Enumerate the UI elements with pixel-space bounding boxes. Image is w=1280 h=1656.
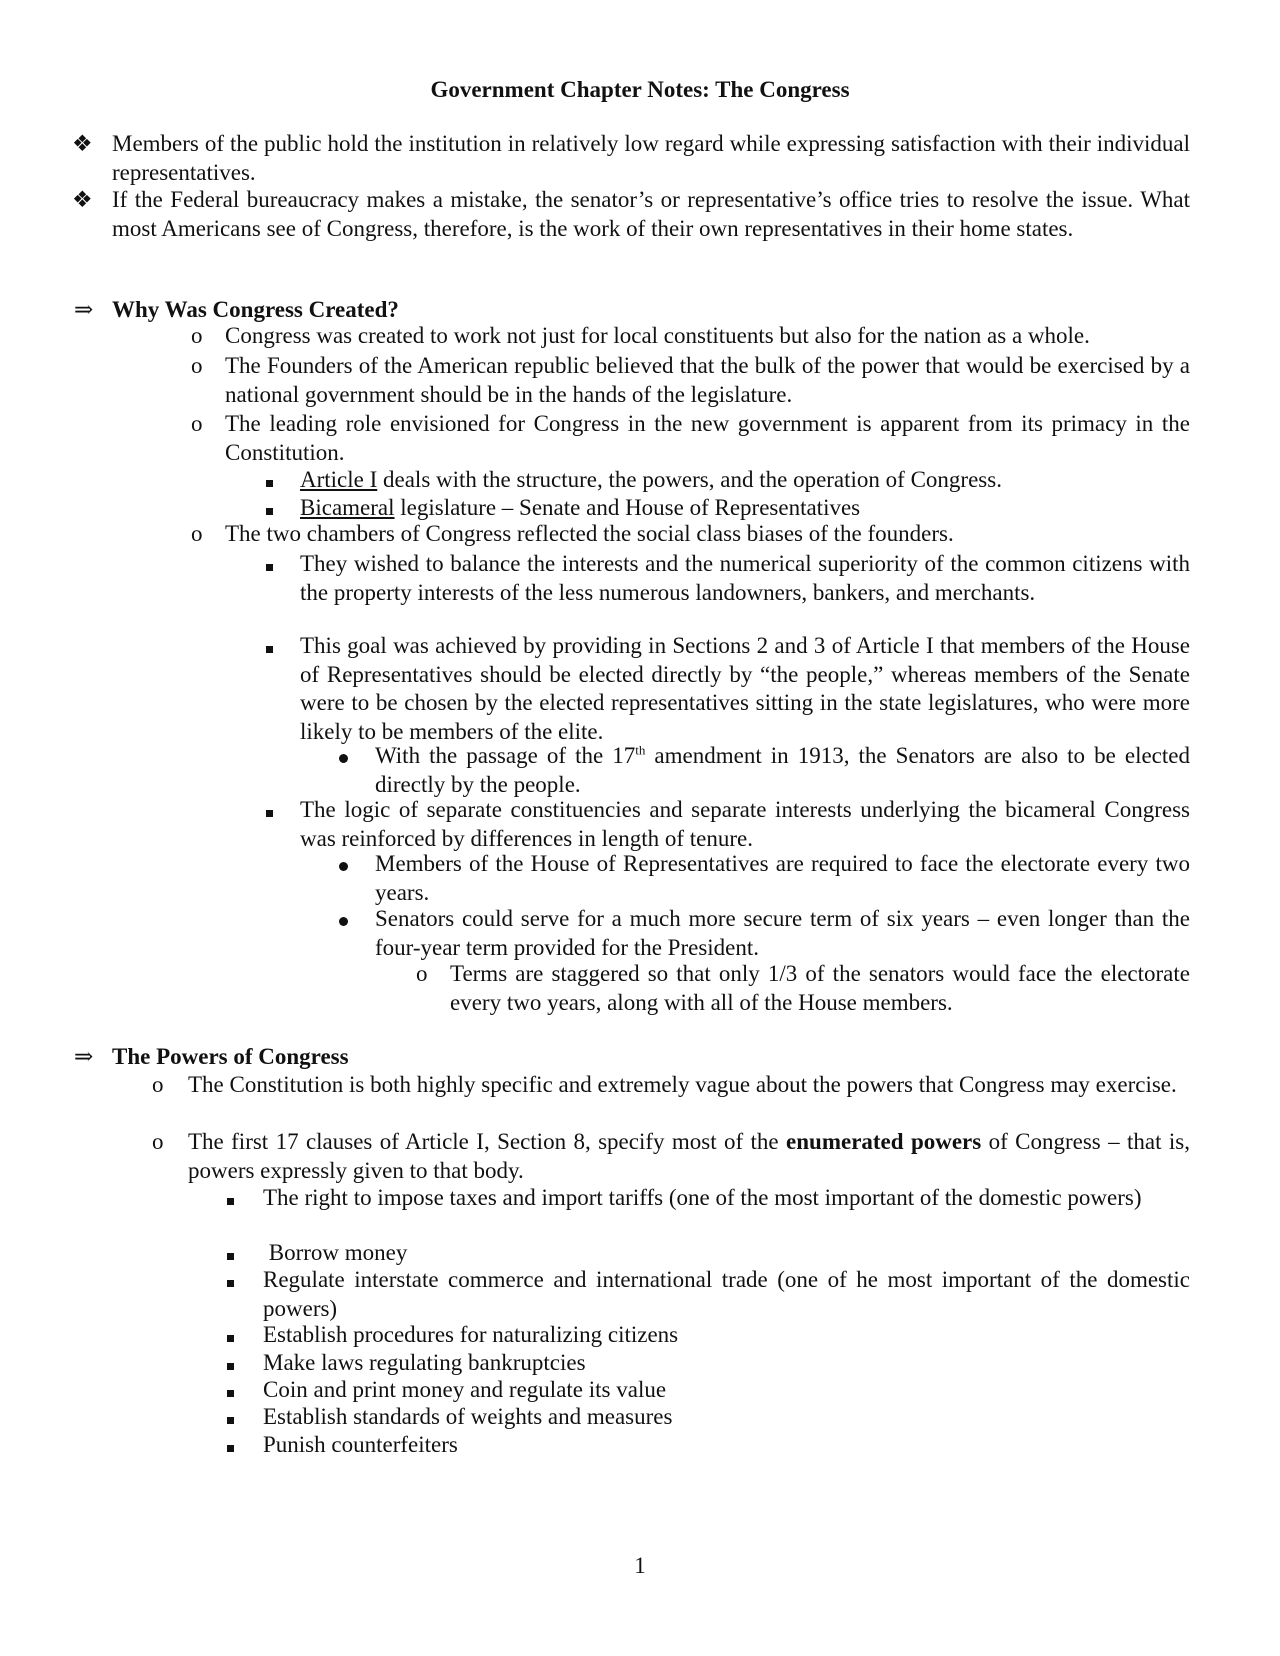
list-item-text: amendment in 1913, the Senators are also to be elected directly by the people. <box>375 743 1190 797</box>
article-link-text: Article I <box>300 467 378 492</box>
list-item: Terms are staggered so that only 1/3 of the senators would face the electorate every two years, along with all of the House members. <box>450 961 1190 1015</box>
list-item: Senators could serve for a much more secure term of six years – even longer than the four-year term provided for the President. <box>375 906 1190 960</box>
list-item: The Founders of the American republic believed that the bulk of the power that would be exercised by a national government should be in the hands of the legislature. <box>225 353 1190 407</box>
list-item <box>188 1128 1190 1185</box>
square-bullet-icon <box>227 1376 234 1405</box>
square-bullet-icon <box>227 1403 234 1432</box>
list-item: Coin and print money and regulate its value <box>263 1377 667 1402</box>
square-bullet-icon <box>266 494 273 523</box>
list-item: The leading role envisioned for Congress in the new government is apparent from its primacy in the Constitution. <box>225 411 1190 465</box>
circle-bullet-icon: o <box>191 323 203 348</box>
list-item: The right to impose taxes and import tariffs (one of the most important of the domestic powers) <box>263 1185 1142 1210</box>
square-bullet-icon <box>266 796 273 825</box>
circle-bullet-icon: o <box>191 411 203 436</box>
round-bullet-icon <box>339 742 348 771</box>
round-bullet-icon <box>339 905 348 934</box>
list-item-text: With the passage of the 17 <box>375 743 636 768</box>
enumerated-powers-term: enumerated powers <box>786 1129 982 1154</box>
section-heading: The Powers of Congress <box>112 1044 349 1069</box>
list-item: The Constitution is both highly specific and extremely vague about the powers that Congress may exercise. <box>188 1072 1177 1097</box>
list-item: Punish counterfeiters <box>263 1432 458 1457</box>
circle-bullet-icon: o <box>191 521 203 546</box>
square-bullet-icon <box>227 1184 234 1213</box>
circle-bullet-icon: o <box>191 353 203 378</box>
list-item-text: legislature – Senate and House of Representatives <box>394 495 861 520</box>
square-bullet-icon <box>227 1321 234 1350</box>
page-number: 1 <box>634 1553 646 1578</box>
square-bullet-icon <box>266 550 273 579</box>
ordinal-superscript: th <box>635 742 646 758</box>
list-item: Borrow money <box>263 1240 408 1265</box>
arrow-bullet-icon: ⇒ <box>74 1044 94 1069</box>
list-item: Establish procedures for naturalizing citizens <box>263 1322 679 1347</box>
circle-bullet-icon: o <box>152 1129 164 1154</box>
list-item: Regulate interstate commerce and international trade (one of he most important of the domestic powers) <box>263 1267 1190 1321</box>
list-item-text: The first 17 clauses of Article I, Section 8, specify most of the <box>188 1129 787 1154</box>
list-item: Members of the House of Representatives are required to face the electorate every two years. <box>375 851 1190 905</box>
circle-bullet-icon: o <box>416 961 428 986</box>
diamond-bullet-icon: ❖ <box>72 131 93 156</box>
intro-paragraph: Members of the public hold the institution in relatively low regard while expressing satisfaction with their individual representatives. <box>112 131 1190 185</box>
square-bullet-icon <box>266 466 273 495</box>
list-item-text: of Congress – that is, powers expressly given to that body. <box>188 1129 1190 1183</box>
list-item: Establish standards of weights and measures <box>263 1404 673 1429</box>
diamond-bullet-icon: ❖ <box>72 187 93 212</box>
list-item: They wished to balance the interests and the numerical superiority of the common citizens with the property interests of the less numerous landowners, bankers, and merchants. <box>300 551 1190 605</box>
square-bullet-icon <box>227 1239 234 1268</box>
page-title: Government Chapter Notes: The Congress <box>430 77 850 102</box>
list-item: The logic of separate constituencies and separate interests underlying the bicameral Congress was reinforced by differences in length of tenure. <box>300 797 1190 851</box>
circle-bullet-icon: o <box>152 1072 164 1097</box>
bicameral-underlined-text: Bicameral <box>300 495 395 520</box>
arrow-bullet-icon: ⇒ <box>74 297 94 322</box>
square-bullet-icon <box>227 1349 234 1378</box>
list-item: Congress was created to work not just for local constituents but also for the nation as a whole. <box>225 323 1090 348</box>
list-item <box>375 742 1190 799</box>
list-item <box>300 466 1190 495</box>
list-item <box>300 494 1190 523</box>
list-item: Make laws regulating bankruptcies <box>263 1350 586 1375</box>
intro-paragraph: If the Federal bureaucracy makes a mistake, the senator’s or representative’s office tries to resolve the issue. What most Americans see of Congress, therefore, is the work of their own representatives in their home states. <box>112 187 1190 241</box>
square-bullet-icon <box>266 632 273 661</box>
section-heading: Why Was Congress Created? <box>112 297 399 322</box>
round-bullet-icon <box>339 850 348 879</box>
list-item: The two chambers of Congress reflected the social class biases of the founders. <box>225 521 954 546</box>
list-item: This goal was achieved by providing in Sections 2 and 3 of Article I that members of the House of Representatives should be elected directly by “the people,” whereas members of the Senate were to be chosen by the elected representatives sitting in the state legislatures, who were more likely to be members of the elite. <box>300 633 1190 744</box>
square-bullet-icon <box>227 1431 234 1460</box>
square-bullet-icon <box>227 1266 234 1295</box>
list-item-text: deals with the structure, the powers, and the operation of Congress. <box>377 467 1002 492</box>
